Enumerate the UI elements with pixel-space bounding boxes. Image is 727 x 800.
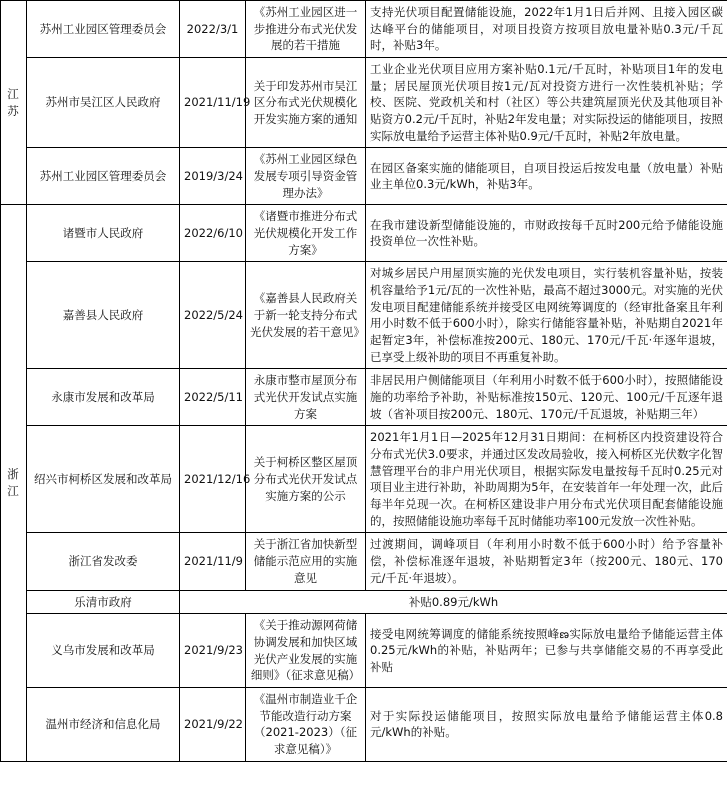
date-cell: 2022/5/24	[180, 262, 246, 369]
table-row	[1, 1, 727, 58]
date-cell: 2021/9/22	[180, 687, 246, 761]
org-cell: 义乌市发展和改革局	[27, 614, 180, 688]
table-row	[1, 148, 727, 205]
doc-cell: 关于印发苏州市吴江区分布式光伏规模化开发实施方案的通知	[246, 58, 366, 148]
date-cell: 2022/5/11	[180, 369, 246, 426]
doc-cell: 《嘉善县人民政府关于新一轮支持分布式光伏发展的若干意见》	[246, 262, 366, 369]
table-row	[1, 614, 727, 688]
table-row	[1, 426, 727, 533]
org-cell: 苏州市吴江区人民政府	[27, 58, 180, 148]
date-cell: 2022/3/1	[180, 1, 246, 58]
province-cell-zhejiang	[1, 205, 27, 761]
date-cell: 2022/6/10	[180, 205, 246, 262]
desc-cell: 补贴0.89元/kWh	[180, 590, 727, 614]
org-cell: 诸暨市人民政府	[27, 205, 180, 262]
org-cell: 绍兴市柯桥区发展和改革局	[27, 426, 180, 533]
desc-cell: 支持光伏项目配置储能设施，2022年1月1日后并网、且接入园区碳达峰平台的储能项目，对项目投资方按项目放电量补贴0.3元/千瓦时，补贴3年。	[366, 1, 727, 58]
doc-cell: 永康市整市屋顶分布式光伏开发试点实施方案	[246, 369, 366, 426]
doc-cell: 《苏州工业园区进一步推进分布式光伏发展的若干措施	[246, 1, 366, 58]
table-row	[1, 687, 727, 761]
table-row	[1, 590, 727, 614]
date-cell: 2019/3/24	[180, 148, 246, 205]
table-row	[1, 58, 727, 148]
org-cell: 苏州工业园区管理委员会	[27, 1, 180, 58]
desc-cell: 在园区备案实施的储能项目，自项目投运后按发电量（放电量）补贴业主单位0.3元/kWh，补贴3年。	[366, 148, 727, 205]
desc-cell: 接受电网统筹调度的储能系统按照峰ణ实际放电量给予储能运营主体0.25元/kWh的补贴，补贴两年；已参与共享储能交易的不再享受此补贴	[366, 614, 727, 688]
desc-cell: 对于实际投运储能项目，按照实际放电量给予储能运营主体0.8元/kWh的补贴。	[366, 687, 727, 761]
doc-cell: 《温州市制造业千企节能改造行动方案（2021-2023）（征求意见稿）》	[246, 687, 366, 761]
org-cell: 乐清市政府	[27, 590, 180, 614]
desc-cell: 在我市建设新型储能设施的，市财政按每千瓦时200元给予储能设施投资单位一次性补贴。	[366, 205, 727, 262]
org-cell: 嘉善县人民政府	[27, 262, 180, 369]
doc-cell: 《关于推动源网荷储协调发展和加快区域光伏产业发展的实施细则》（征求意见稿）	[246, 614, 366, 688]
table-row	[1, 533, 727, 590]
org-cell: 温州市经济和信息化局	[27, 687, 180, 761]
province-cell-jiangsu	[1, 1, 27, 205]
desc-cell: 过渡期间，调峰项目（年利用小时数不低于600小时）给予容量补偿，补偿标准逐年退坡，补贴期暂定3年（按200元、180元、170元/千瓦·年退坡）。	[366, 533, 727, 590]
desc-cell: 2021年1月1日—2025年12月31日期间：在柯桥区内投资建设符合分布式光伏3.0要求，并通过区发改局验收，接入柯桥区光伏数字化智慧管理平台的非户用光伏项目，根据实际发电量按每千瓦时0.25元对项目业主进行补助，补助周期为5年，在安装首年一年处理一次，此后每半年兑现一次。在柯桥区建设非户用分布式光伏项目配套储能设施的，按照储能设施功率每千瓦时储能功率100元发放一次性补贴。	[366, 426, 727, 533]
table-row	[1, 369, 727, 426]
desc-cell: 非居民用户侧储能项目（年利用小时数不低于600小时），按照储能设施的功率给予补助，补贴标准按150元、120元、100元/千瓦逐年退坡（省补项目按200元、180元、170元/千瓦退坡，补贴期三年）	[366, 369, 727, 426]
org-cell: 苏州工业园区管理委员会	[27, 148, 180, 205]
table-row	[1, 262, 727, 369]
desc-cell: 工业企业光伏项目应用方案补贴0.1元/千瓦时，补贴项目1年的发电量；居民屋顶光伏项目按1元/瓦对投资方进行一次性装机补贴；学校、医院、党政机关和村（社区）等公共建筑屋顶光伏及其他项目补贴资方0.2元/千瓦时，补贴2年发电量；对实际投运的储能项目，按照实际放电量给予运营主体补贴0.9元/千瓦时，补贴2年放电量。	[366, 58, 727, 148]
date-cell: 2021/11/9	[180, 533, 246, 590]
date-cell: 2021/12/16	[180, 426, 246, 533]
table-row	[1, 205, 727, 262]
doc-cell: 《诸暨市推进分布式光伏规模化开发工作方案》	[246, 205, 366, 262]
province-label: 江苏	[7, 87, 20, 118]
doc-cell: 《苏州工业园区绿色发展专项引导资金管理办法》	[246, 148, 366, 205]
date-cell: 2021/11/19	[180, 58, 246, 148]
doc-cell: 关于柯桥区整区屋顶分布式光伏开发试点实施方案的公示	[246, 426, 366, 533]
date-cell: 2021/9/23	[180, 614, 246, 688]
doc-cell: 关于浙江省加快新型储能示范应用的实施意见	[246, 533, 366, 590]
org-cell: 浙江省发改委	[27, 533, 180, 590]
org-cell: 永康市发展和改革局	[27, 369, 180, 426]
province-label: 浙江	[7, 467, 20, 498]
desc-cell: 对城乡居民户用屋顶实施的光伏发电项目，实行装机容量补贴，按装机容量给予1元/瓦的一次性补贴，最高不超过3000元。对实施的光伏发电项目配建储能系统并接受区电网统筹调度的（经审批备案且年利用小时数不低于600小时），除实行储能容量补贴，补贴期自2021年起暂定3年，补偿标准按200元、180元、170元/千瓦·年逐年退坡，已享受上级补助的项目不再重复补助。	[366, 262, 727, 369]
